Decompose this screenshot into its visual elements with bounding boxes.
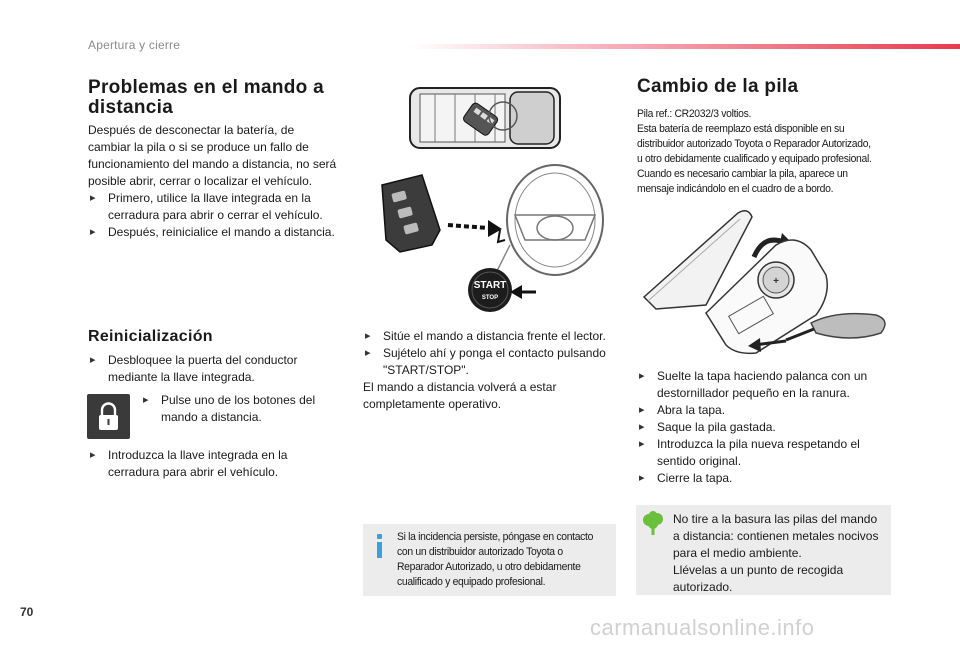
start-stop-button-icon [468,268,512,312]
header-accent-line [410,44,960,49]
steering-wheel-icon [490,165,603,285]
svg-text:+: + [773,276,779,287]
page-number: 70 [20,605,34,619]
list-item: ▸ Sitúe el mando a distancia frente el lector. [363,328,613,345]
list-item: ▸ Después, reinicialice el mando a distancia. [88,224,348,241]
key-reader-illustration [360,80,610,320]
reset-step-1: ▸ Desbloquee la puerta del conductor mediante la llave integrada. [88,352,348,386]
list-item: ▸ Introduzca la pila nueva respetando el sentido original. [637,436,897,470]
problems-title: Problemas en el mando a distancia [88,77,325,118]
stop-label: STOP [481,295,499,301]
battery-replacement-illustration [636,205,896,355]
list-item: ▸ Saque la pila gastada. [637,419,897,436]
list-item: ▸ Cierre la tapa. [637,470,897,487]
tree-icon [642,511,664,537]
middle-steps: ▸ Sitúe el mando a distancia frente el lector. ▸ Sujételo ahí y ponga el contacto pulsando "START/STOP". El mando a distancia volverá a estar completamente operativo. [363,328,613,413]
list-item: ▸ Sujételo ahí y ponga el contacto pulsando "START/STOP". [363,345,613,379]
section-title: Apertura y cierre [88,38,181,52]
reset-title: Reinicialización [88,328,213,345]
battery-title: Cambio de la pila [637,76,799,97]
info-icon [375,534,385,560]
lock-button-icon [87,394,130,439]
vehicle-top-view-icon [410,88,560,148]
watermark: carmanualsonline.info [590,615,815,640]
battery-steps [637,368,897,487]
list-item: ▸ Suelte la tapa haciendo palanca con un destornillador pequeño en la ranura. [637,368,897,402]
list-item: ▸ Abra la tapa. [637,402,897,419]
start-label: START [473,280,507,291]
remote-key-icon [382,175,440,252]
info-box: Si la incidencia persiste, póngase en contacto con un distribuidor autorizado Toyota o Reparador Autorizado, u otro debidamente cualificado y equipado profesional. [363,524,616,596]
reset-step-2: ▸ Pulse uno de los botones del mando a distancia. [141,392,341,426]
battery-info: Pila ref.: CR2032/3 voltios. Esta batería de reemplazo está disponible en su distribuidor autorizado Toyota o Reparador Autorizado, u otro debidamente cualificado y equipado profesional. Cuando es necesario cambiar la pila, aparece un mensaje indicándolo en el cuadro de a bordo. [637,108,872,195]
eco-box: No tire a la basura las pilas del mando a distancia: contienen metales nocivos para el medio ambiente. Llévelas a un punto de recogida autorizado. [636,505,891,595]
reset-step-3: ▸ Introduzca la llave integrada en la cerradura para abrir el vehículo. [88,447,348,481]
problems-text: Después de desconectar la batería, de cambiar la pila o si se produce un fallo de funcionamiento del mando a distancia, no será posible abrir, cerrar o localizar el vehículo. ▸ Primero, utilice la llave integrada en la cerradura para abrir o cerrar el vehículo. ▸ Después, reinicialice el mando a distancia. [88,122,348,241]
list-item: ▸ Primero, utilice la llave integrada en la cerradura para abrir o cerrar el vehículo. [88,190,348,224]
